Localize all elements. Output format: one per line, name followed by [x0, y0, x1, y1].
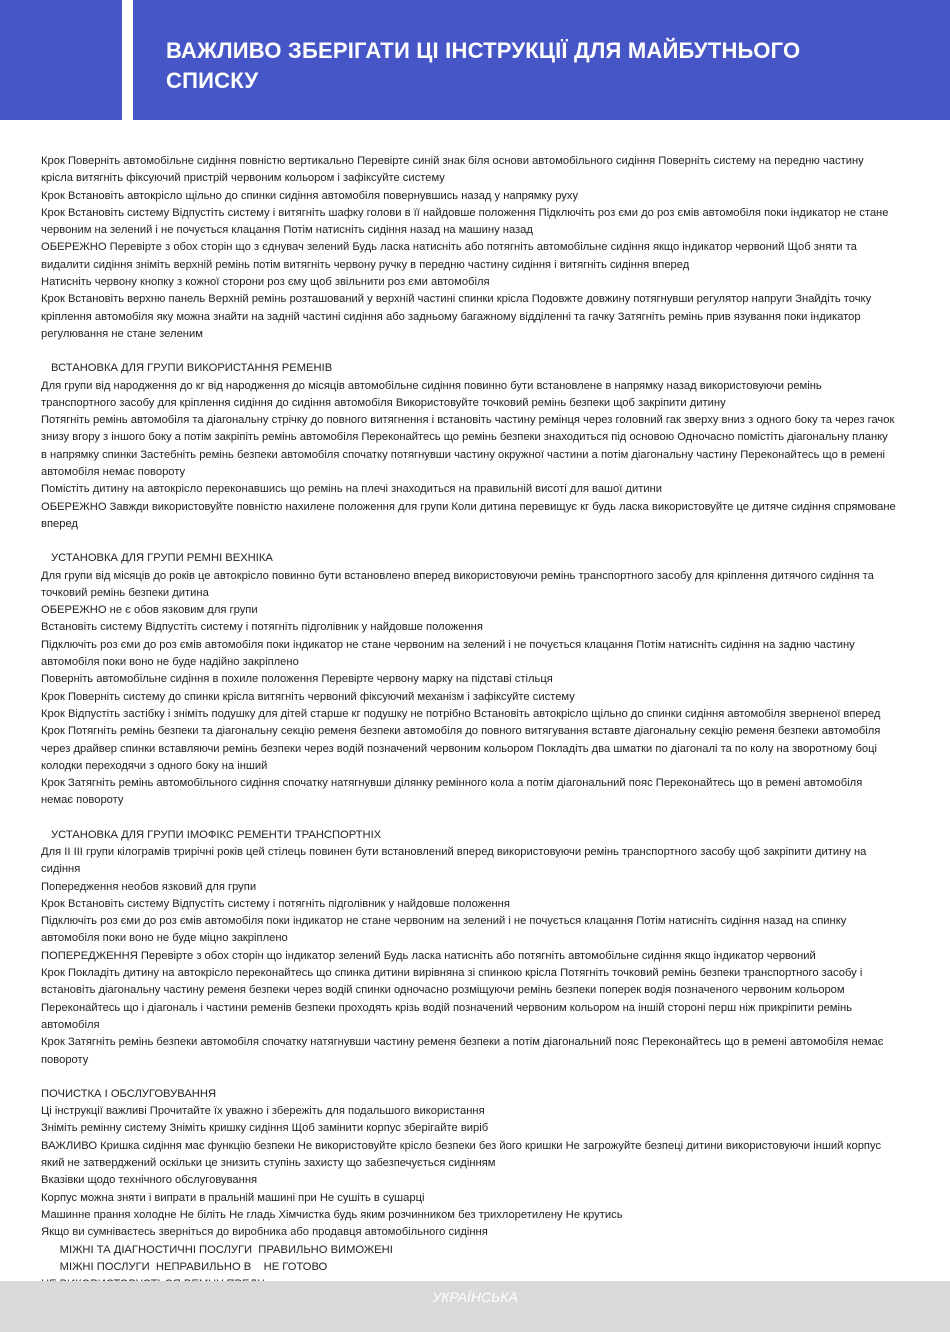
paragraph: ВАЖЛИВО Кришка сидіння має функцію безпеки Не використовуйте крісло безпеки без його кришки Не загрожуйте безпеці дитини використовуючи інший корпус який не затверджений оскільки це знизить ступінь захисту що забезпечується сидінням	[41, 1139, 882, 1170]
paragraph: ОБЕРЕЖНО не є обов язковим для групи	[41, 604, 258, 617]
paragraph: Підключіть роз єми до роз ємів автомобіля поки індикатор не стане червоним на зелений і не почується клацання Потім натисніть сидіння на задню частину автомобіля поки воно не буде надійно закріплено	[41, 638, 855, 669]
paragraph: Встановіть систему Відпустіть систему і потягніть підголівник у найдовше положення	[41, 621, 483, 634]
paragraph: Для групи від місяців до років це автокрісло повинно бути встановлено вперед використовуючи ремінь транспортного засобу для кріплення дитячого сидіння та точковий ремінь безпеки дитина	[41, 569, 874, 599]
paragraph: МІЖНІ ПОСЛУГИ НЕПРАВИЛЬНО В НЕ ГОТОВО	[41, 1260, 328, 1273]
paragraph: Крок Потягніть ремінь безпеки та діагональну секцію ременя безпеки автомобіля до повного витягування вставте діагональну секцію ременя безпеки автомобіля через драйвер спинки вставляючи ремінь безпеки через водій позначений червоним кольором Покладіть два шматки по діагоналі та по колу на зворотному боці колодки переходячи з одного боку на інший	[41, 725, 881, 772]
paragraph: ПОПЕРЕДЖЕННЯ Перевірте з обох сторін що індикатор зелений Будь ласка натисніть або потягніть автомобільне сидіння якщо індикатор червоний	[41, 949, 816, 962]
paragraph: Корпус можна зняти і випрати в пральній машині при Не сушіть в сушарці	[41, 1191, 425, 1204]
paragraph: Вказівки щодо технічного обслуговування	[41, 1174, 258, 1187]
paragraph: Натисніть червону кнопку з кожної сторони роз єму щоб звільнити роз єми автомобіля	[41, 276, 490, 289]
paragraph: ОБЕРЕЖНО Завжди використовуйте повністю нахилене положення для групи Коли дитина перевищує кг будь ласка використовуйте це дитяче сидіння спрямоване вперед	[41, 500, 896, 530]
section-heading: УСТАНОВКА ДЛЯ ГРУПИ РЕМНІ ВЕХНІКА	[51, 552, 273, 565]
paragraph: Крок Покладіть дитину на автокрісло переконайтесь що спинка дитини вирівняна зі спинкою крісла Потягніть точковий ремінь безпеки транспортного засобу і встановіть діагональну частину ременя безпеки через водій спинки одночасно розміщуючи ремінь безпеки поперек водія позначеного червоним кольором	[41, 967, 863, 997]
paragraph: Крок Затягніть ремінь автомобільного сидіння спочатку натягнувши ділянку ремінного кола а потім діагональний пояс Переконайтесь що в ремені автомобіля немає повороту	[41, 777, 863, 807]
paragraph: Помістіть дитину на автокрісло переконавшись що ремінь на плечі знаходиться на правильній висоті для вашої дитини	[41, 483, 663, 496]
paragraph: Підключіть роз єми до роз ємів автомобіля поки індикатор не стане червоним на зелений і не почується клацання Потім натисніть сидіння назад на спинку автомобіля поки воно не буде міцно закріплено	[41, 915, 847, 945]
language-label: УКРАЇНСЬКА	[432, 1289, 518, 1305]
paragraph: Крок Затягніть ремінь безпеки автомобіля спочатку натягнувши частину ременя безпеки а потім діагональний пояс Переконайтесь що в ремені автомобіля немає повороту	[41, 1036, 884, 1066]
paragraph: Для групи від народження до кг від народження до місяців автомобільне сидіння повинно бути встановлене в напрямку назад використовуючи ремінь транспортного засобу для кріплення сидіння до сидіння автомобіля Використовуйте точковий ремінь безпеки щоб закріпити дитину	[41, 379, 822, 409]
paragraph: МІЖНІ ТА ДІАГНОСТИЧНІ ПОСЛУГИ ПРАВИЛЬНО ВИМОЖЕНІ	[41, 1243, 393, 1256]
section-group23-vehicle-belts	[41, 827, 896, 1069]
paragraph: Ці інструкції важливі Прочитайте їх уважно і збережіть для подальшого використання	[41, 1105, 485, 1118]
paragraph: Крок Поверніть систему до спинки крісла витягніть червоний фіксуючий механізм і зафіксуйте систему	[41, 690, 575, 703]
section-heading: ВСТАНОВКА ДЛЯ ГРУПИ ВИКОРИСТАННЯ РЕМЕНІВ	[51, 362, 333, 375]
paragraph: Потягніть ремінь автомобіля та діагональну стрічку до повного витягнення і встановіть частину ремінця через головний гак зверху вниз з одного боку та через гачок знизу вгору з іншого боку а потім закріпіть ремінь автомобіля Переконайтесь що ремінь безпеки знаходиться під основою Одночасно помістіть діагональну планку в напрямку спинки Застебніть ремінь безпеки автомобіля спочатку потягнувши частину окружної частини а потім діагональну частину Переконайтесь що в ремені автомобіля немає повороту	[41, 414, 895, 479]
section-heading: УСТАНОВКА ДЛЯ ГРУПИ ІМОФІКС РЕМЕНТИ ТРАНСПОРТНІХ	[51, 828, 382, 841]
section-heading: ПОЧИСТКА І ОБСЛУГОВУВАННЯ	[41, 1087, 217, 1100]
page-title: ВАЖЛИВО ЗБЕРІГАТИ ЦІ ІНСТРУКЦІЇ ДЛЯ МАЙБУТНЬОГО СПИСКУ	[166, 38, 801, 93]
paragraph: Для ІІ ІІІ групи кілограмів трирічні років цей стілець повинен бути встановлений вперед використовуючи ремінь транспортного засобу щоб закріпити дитину на сидіння	[41, 845, 867, 876]
section-cleaning-maintenance	[41, 1086, 896, 1294]
paragraph: Крок Встановіть верхню панель Верхній ремінь розташований у верхній частині спинки крісла Подовжте довжину потягнувши регулятор напруги Знайдіть точку кріплення автомобіля яку можна знайти на задній частині сидіння або задньому багажному відділенні та гачку Затягніть ремінь прив язування поки індикатор регулювання не стане зеленим	[41, 293, 872, 340]
paragraph: ОБЕРЕЖНО Перевірте з обох сторін що з єднувач зелений Будь ласка натисніть або потягніть автомобільне сидіння якщо індикатор червоний Щоб зняти та видалити сидіння зніміть верхній ремінь потім витягніть червону ручку в передню частину сидіння і витягніть сидіння вперед	[41, 241, 857, 271]
header-side-block	[0, 0, 122, 120]
paragraph: Крок Встановіть автокрісло щільно до спинки сидіння автомобіля повернувшись назад у напрямку руху	[41, 189, 579, 202]
section-group1-harness	[41, 550, 896, 809]
paragraph: Крок Відпустіть застібку і зніміть подушку для дітей старше кг подушку не потрібно Встановіть автокрісло щільно до спинки сидіння автомобіля зверненої вперед	[41, 707, 881, 720]
paragraph: Поверніть автомобільне сидіння в похиле положення Перевірте червону марку на підставі стільця	[41, 673, 553, 686]
paragraph: Зніміть ремінну систему Зніміть кришку сидіння Щоб замінити корпус зберігайте виріб	[41, 1122, 489, 1135]
paragraph: Якщо ви сумніваєтесь зверніться до виробника або продавця автомобільного сидіння	[41, 1226, 488, 1239]
paragraph: Переконайтесь що і діагональ і частини ременів безпеки проходять крізь водій позначений червоним кольором на іншій стороні перш ніж прикріпити ремінь автомобіля	[41, 1001, 852, 1031]
section-group0-belts	[41, 360, 896, 533]
instructions-body	[41, 153, 896, 1293]
paragraph: Крок Встановіть систему Відпустіть систему і потягніть підголівник у найдовше положення	[41, 897, 510, 910]
paragraph: Машинне прання холодне Не біліть Не гладь Хімчистка будь яким розчинником без трихлоретилену Не крутись	[41, 1208, 623, 1221]
paragraph: Попередження необов язковий для групи	[41, 880, 257, 893]
paragraph: Крок Встановіть систему Відпустіть систему і витягніть шафку голови в її найдовше положення Підключіть роз єми до роз ємів автомобіля поки індикатор не стане червоним на зелений і не почується клацання Потім натисніть сидіння назад на машину назад	[41, 206, 889, 237]
section-installation-isofix	[41, 153, 896, 343]
page-header	[0, 0, 950, 120]
paragraph: Крок Поверніть автомобільне сидіння повністю вертикально Перевірте синій знак біля основи автомобільного сидіння Поверніть систему на передню частину крісла витягніть фіксуючий пристрій червоним кольором і зафіксуйте систему	[41, 155, 864, 185]
